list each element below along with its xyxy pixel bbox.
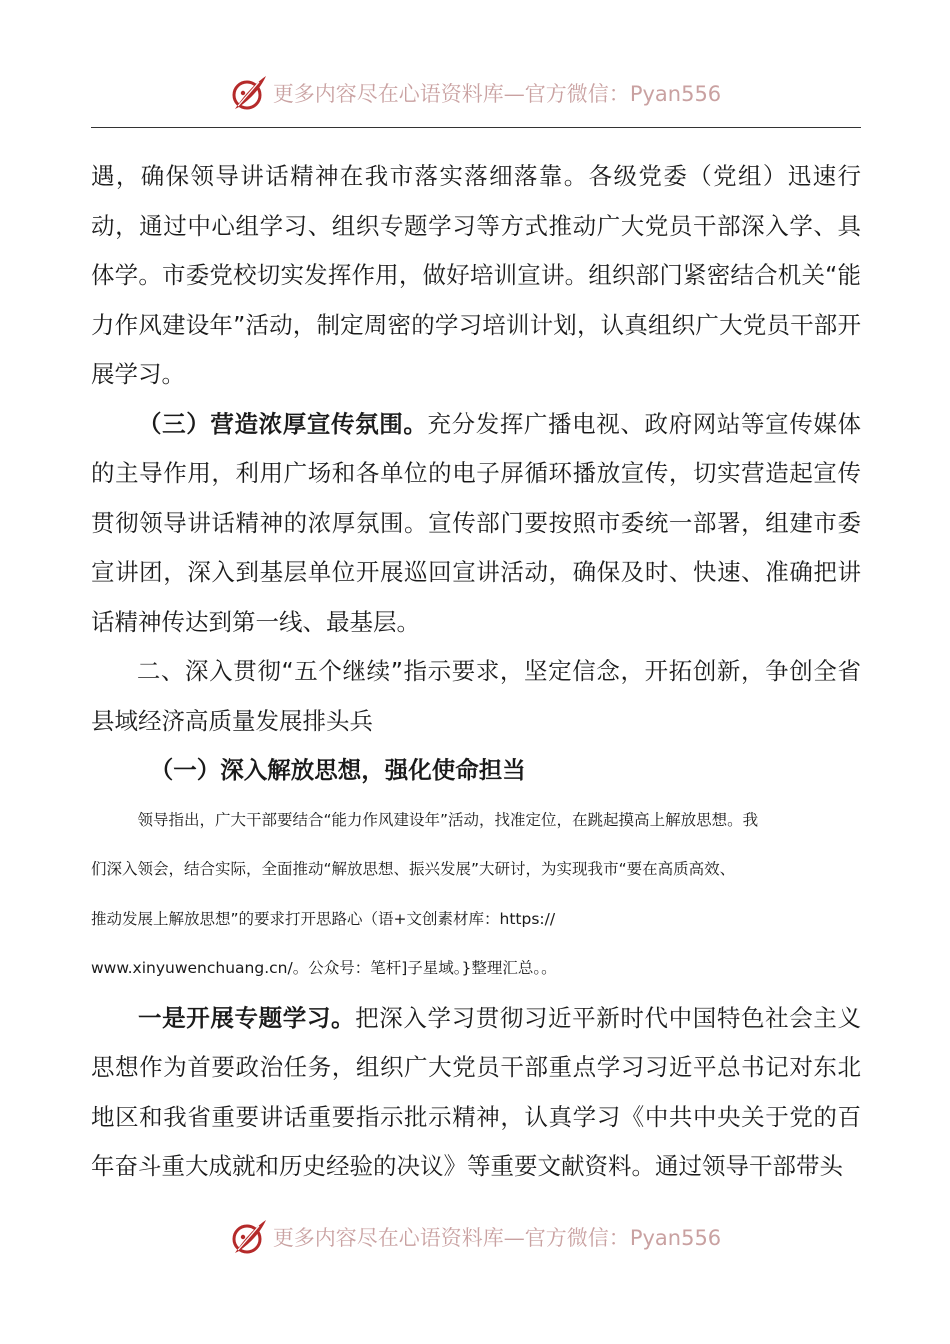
- document-body: [91, 152, 861, 1192]
- small-text-line-2: 们深入领会，结合实际，全面推动“解放思想、振兴发展”大研讨，为实现我市“要在高质高效、: [91, 860, 736, 878]
- banner-wechat-id: Pyan556: [629, 1226, 722, 1250]
- banner-text-cn: 更多内容尽在心语资料库—官方微信：: [272, 1226, 630, 1250]
- header-banner: [0, 70, 950, 116]
- small-text-line-1: 领导指出，广大干部要结合“能力作风建设年”活动，找准定位，在跳起摸高上解放思想。我: [137, 810, 759, 829]
- paragraph-6: [91, 994, 861, 1192]
- quill-pen-logo-icon: [229, 73, 269, 113]
- subsection-heading-1: （一）深入解放思想，强化使命担当: [149, 756, 526, 784]
- small-text-line-4: www.xinyuwenchuang.cn/。公众号：笔杆]子星域。}整理汇总。。: [91, 959, 557, 977]
- header-divider: [91, 127, 861, 128]
- paragraph-6-text: 把深入学习贯彻习近平新时代中国特色社会主义思想作为首要政治任务，组织广大党员干部重点学习习近平总书记对东北地区和我省重要讲话重要指示批示精神，认真学习《中共中央关于党的百年奋斗重大成就和历史经验的决议》等重要文献资料。通过领导干部带头: [91, 1003, 862, 1180]
- paragraph-1: 遇，确保领导讲话精神在我市落实落细落靠。各级党委（党组）迅速行动，通过中心组学习、组织专题学习等方式推动广大党员干部深入学、具体学。市委党校切实发挥作用，做好培训宣讲。组织部门紧密结合机关“能力作风建设年”活动，制定周密的学习培训计划，认真组织广大党员干部开展学习。: [91, 162, 861, 388]
- banner-wechat-id: Pyan556: [629, 82, 722, 106]
- banner-text: [273, 78, 721, 108]
- paragraph-2: [91, 400, 861, 648]
- small-text-line-3: 推动发展上解放思想”的要求打开思路心（语+文创素材库：https://: [91, 909, 556, 928]
- banner-text-cn: 更多内容尽在心语资料库—官方微信：: [272, 82, 630, 106]
- paragraph-2-text: 充分发挥广播电视、政府网站等宣传媒体的主导作用，利用广场和各单位的电子屏循环播放宣传，切实营造起宣传贯彻领导讲话精神的浓厚氛围。宣传部门要按照市委统一部署，组建市委宣讲团，深入到基层单位开展巡回宣讲活动，确保及时、快速、准确把讲话精神传达到第一线、最基层。: [91, 409, 862, 636]
- paragraph-2-heading: （三）营造浓厚宣传氛围。: [138, 409, 428, 438]
- section-heading-2: 二、深入贯彻“五个继续”指示要求，坚定信念，开拓创新，争创全省县域经济高质量发展排头兵: [91, 657, 861, 735]
- footer-banner: [0, 1214, 950, 1260]
- paragraph-6-heading: 一是开展专题学习。: [138, 1003, 356, 1032]
- banner-text: [273, 1222, 721, 1252]
- quill-pen-logo-icon: [229, 1217, 269, 1257]
